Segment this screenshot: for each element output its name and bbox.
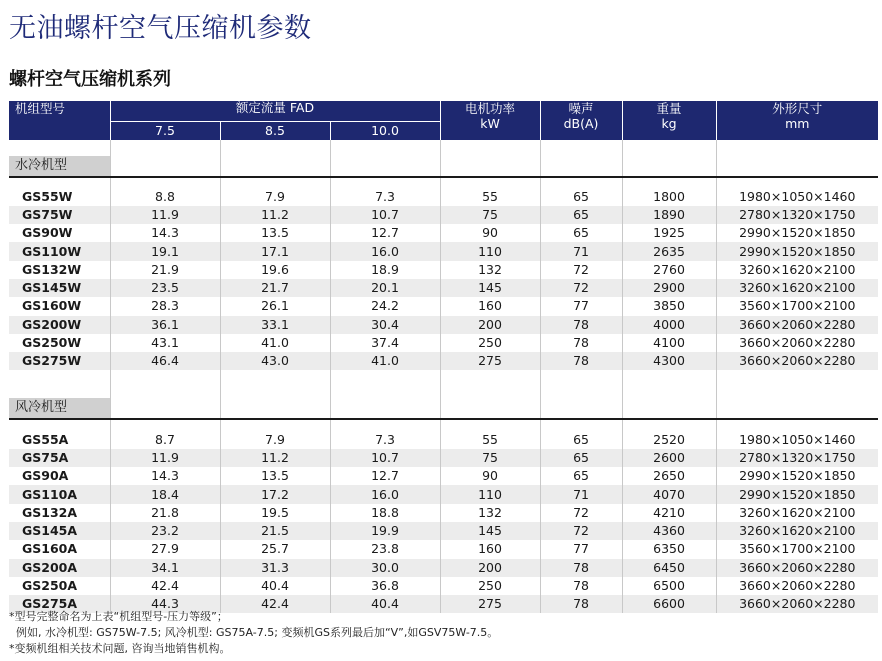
header-fad: 额定流量 FAD [110,101,440,121]
cell-f2: 43.0 [220,352,330,370]
cell-noise: 72 [540,279,622,297]
footnote: *变频机组相关技术问题, 咨询当地销售机构。 [9,642,231,655]
cell-dims: 3560×1700×2100 [716,297,878,315]
cell-model: GS132W [22,261,82,277]
cell-noise: 71 [540,485,622,503]
cell-weight: 6350 [622,540,716,558]
cell-f1: 44.3 [110,595,220,613]
cell-f1: 8.7 [110,430,220,448]
cell-noise: 65 [540,449,622,467]
table-row [9,430,878,448]
cell-weight: 2650 [622,467,716,485]
cell-f1: 8.8 [110,188,220,206]
cell-f1: 19.1 [110,242,220,260]
cell-f3: 7.3 [330,188,440,206]
cell-weight: 1890 [622,206,716,224]
cell-dims: 2990×1520×1850 [716,242,878,260]
cell-noise: 78 [540,595,622,613]
cell-f2: 13.5 [220,224,330,242]
cell-noise: 77 [540,297,622,315]
cell-weight: 2760 [622,261,716,279]
cell-model: GS160W [22,298,82,314]
cell-f3: 18.9 [330,261,440,279]
cell-power: 275 [440,352,540,370]
cell-noise: 65 [540,430,622,448]
cell-weight: 4100 [622,334,716,352]
header-fad-10-0: 10.0 [330,121,440,140]
cell-f2: 41.0 [220,334,330,352]
cell-f2: 11.2 [220,449,330,467]
cell-power: 132 [440,261,540,279]
table-row [9,449,878,467]
cell-f2: 21.7 [220,279,330,297]
table-row [9,504,878,522]
cell-noise: 72 [540,522,622,540]
cell-weight: 4070 [622,485,716,503]
cell-f1: 23.5 [110,279,220,297]
cell-weight: 2900 [622,279,716,297]
cell-model: GS75A [9,449,110,467]
cell-f3: 16.0 [330,242,440,260]
cell-noise: 65 [540,467,622,485]
cell-power: 200 [440,559,540,577]
cell-weight: 4360 [622,522,716,540]
cell-f2: 31.3 [220,559,330,577]
cell-f3: 40.4 [330,595,440,613]
cell-model: GS200W [9,316,110,334]
cell-model: GS90A [22,468,69,484]
cell-power: 160 [440,540,540,558]
cell-f3: 19.9 [330,522,440,540]
header-power: 电机功率 kW [440,101,540,140]
footnote: *型号完整命名为上表“机组型号-压力等级”； [9,610,228,623]
cell-model: GS275A [9,595,110,613]
cell-noise: 71 [540,242,622,260]
cell-noise: 65 [540,188,622,206]
cell-f3: 37.4 [330,334,440,352]
cell-noise: 78 [540,559,622,577]
table-row [9,206,878,224]
cell-model: GS250W [22,335,82,351]
cell-weight: 2635 [622,242,716,260]
cell-noise: 78 [540,316,622,334]
cell-f1: 36.1 [110,316,220,334]
cell-f3: 12.7 [330,224,440,242]
cell-model: GS75W [9,206,110,224]
cell-f1: 21.8 [110,504,220,522]
group-label: 水冷机型 [9,156,110,177]
cell-weight: 4210 [622,504,716,522]
cell-f1: 43.1 [110,334,220,352]
cell-f1: 14.3 [110,467,220,485]
cell-power: 90 [440,224,540,242]
cell-model: GS275W [9,352,110,370]
cell-power: 250 [440,334,540,352]
table-row [9,559,878,577]
table-row [9,297,878,315]
table-row [9,522,878,540]
cell-dims: 3560×1700×2100 [716,540,878,558]
cell-f2: 11.2 [220,206,330,224]
cell-model: GS90W [22,225,73,241]
cell-dims: 2780×1320×1750 [716,449,878,467]
cell-f1: 21.9 [110,261,220,279]
cell-weight: 2600 [622,449,716,467]
cell-dims: 3260×1620×2100 [716,261,878,279]
cell-power: 75 [440,206,540,224]
cell-dims: 3660×2060×2280 [716,352,878,370]
cell-f3: 23.8 [330,540,440,558]
cell-weight: 6500 [622,577,716,595]
cell-model: GS145A [9,522,110,540]
cell-dims: 3660×2060×2280 [716,316,878,334]
cell-dims: 2990×1520×1850 [716,467,878,485]
cell-weight: 4300 [622,352,716,370]
cell-f2: 19.6 [220,261,330,279]
cell-model: GS110A [9,485,110,503]
header-weight: 重量 kg [622,101,716,140]
cell-model: GS132A [22,504,78,520]
cell-power: 90 [440,467,540,485]
cell-power: 275 [440,595,540,613]
page-title: 无油螺杆空气压缩机参数 [9,13,312,44]
cell-f2: 19.5 [220,504,330,522]
cell-power: 55 [440,430,540,448]
cell-power: 160 [440,297,540,315]
cell-dims: 1980×1050×1460 [716,430,878,448]
footnotes [9,609,498,657]
cell-power: 200 [440,316,540,334]
cell-f2: 17.2 [220,485,330,503]
cell-f2: 17.1 [220,242,330,260]
table-row [9,467,878,485]
cell-dims: 2990×1520×1850 [716,224,878,242]
group-label: 风冷机型 [9,398,110,419]
cell-f1: 42.4 [110,577,220,595]
cell-dims: 3660×2060×2280 [716,595,878,613]
cell-f1: 11.9 [110,206,220,224]
cell-dims: 3260×1620×2100 [716,504,878,522]
header-model: 机组型号 [9,101,110,140]
cell-model: GS250A [22,577,78,593]
table-row [9,485,878,503]
cell-f3: 24.2 [330,297,440,315]
cell-dims: 3660×2060×2280 [716,334,878,352]
cell-noise: 77 [540,540,622,558]
header-dims: 外形尺寸 mm [716,101,878,140]
cell-weight: 2520 [622,430,716,448]
cell-f1: 46.4 [110,352,220,370]
cell-f2: 7.9 [220,430,330,448]
cell-f3: 10.7 [330,206,440,224]
cell-power: 110 [440,485,540,503]
cell-f3: 41.0 [330,352,440,370]
cell-weight: 4000 [622,316,716,334]
cell-f3: 12.7 [330,467,440,485]
cell-dims: 2990×1520×1850 [716,485,878,503]
table-row [9,242,878,260]
cell-f3: 20.1 [330,279,440,297]
cell-f2: 26.1 [220,297,330,315]
cell-power: 55 [440,188,540,206]
cell-weight: 3850 [622,297,716,315]
cell-model: GS145W [9,279,110,297]
cell-weight: 6600 [622,595,716,613]
cell-noise: 72 [540,261,622,279]
table-row [9,279,878,297]
cell-f2: 33.1 [220,316,330,334]
cell-f1: 28.3 [110,297,220,315]
cell-f1: 18.4 [110,485,220,503]
cell-dims: 3260×1620×2100 [716,279,878,297]
cell-f3: 18.8 [330,504,440,522]
cell-f2: 25.7 [220,540,330,558]
spec-table [9,101,878,613]
cell-noise: 65 [540,224,622,242]
table-row [9,261,878,279]
cell-dims: 3660×2060×2280 [716,559,878,577]
cell-noise: 65 [540,206,622,224]
cell-f1: 34.1 [110,559,220,577]
footnote: 例如, 水冷机型: GS75W-7.5; 风冷机型: GS75A-7.5; 变频机GS系列最后加“V”,如GSV75W-7.5。 [9,626,499,639]
cell-dims: 3660×2060×2280 [716,577,878,595]
header-fad-7-5: 7.5 [110,121,220,140]
cell-noise: 78 [540,577,622,595]
cell-noise: 78 [540,334,622,352]
cell-power: 110 [440,242,540,260]
cell-power: 250 [440,577,540,595]
table-row [9,188,878,206]
cell-f2: 40.4 [220,577,330,595]
cell-model: GS200A [9,559,110,577]
cell-power: 75 [440,449,540,467]
cell-f2: 7.9 [220,188,330,206]
cell-f3: 10.7 [330,449,440,467]
cell-model: GS110W [9,242,110,260]
header-noise: 噪声 dB(A) [540,101,622,140]
table-row [9,577,878,595]
cell-weight: 1800 [622,188,716,206]
cell-model: GS55W [22,188,73,204]
cell-f2: 21.5 [220,522,330,540]
header-fad-8-5: 8.5 [220,121,330,140]
cell-model: GS160A [22,541,78,557]
section-title: 螺杆空气压缩机系列 [9,69,171,90]
cell-f2: 13.5 [220,467,330,485]
cell-f2: 42.4 [220,595,330,613]
cell-model: GS55A [22,431,69,447]
cell-f3: 16.0 [330,485,440,503]
cell-f1: 14.3 [110,224,220,242]
cell-weight: 6450 [622,559,716,577]
cell-noise: 78 [540,352,622,370]
cell-f3: 30.0 [330,559,440,577]
cell-dims: 3260×1620×2100 [716,522,878,540]
cell-dims: 2780×1320×1750 [716,206,878,224]
table-row [9,334,878,352]
cell-f3: 30.4 [330,316,440,334]
cell-f3: 36.8 [330,577,440,595]
cell-power: 145 [440,522,540,540]
cell-f1: 27.9 [110,540,220,558]
cell-f1: 23.2 [110,522,220,540]
table-row [9,540,878,558]
cell-power: 145 [440,279,540,297]
cell-dims: 1980×1050×1460 [716,188,878,206]
table-row [9,352,878,370]
cell-noise: 72 [540,504,622,522]
cell-f1: 11.9 [110,449,220,467]
cell-f3: 7.3 [330,430,440,448]
table-row [9,224,878,242]
cell-power: 132 [440,504,540,522]
table-row [9,316,878,334]
cell-weight: 1925 [622,224,716,242]
